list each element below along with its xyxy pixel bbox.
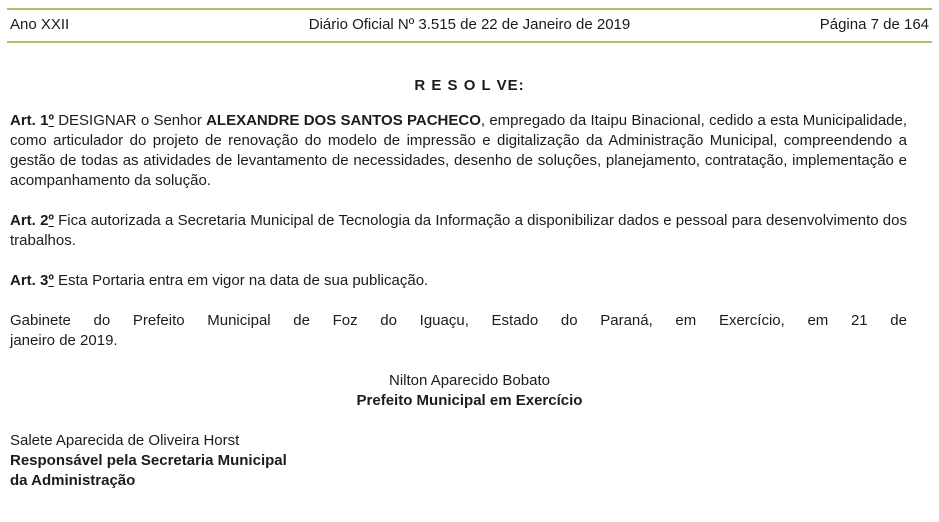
signature-mayor-name: Nilton Aparecido Bobato [389,372,550,389]
article-2-ordinal: º [48,212,54,229]
article-2-paragraph [10,211,907,251]
header-title: Diário Oficial Nº 3.515 de 22 de Janeiro de 2019 [308,16,631,33]
document-body [0,77,939,491]
closing-line-1: Gabinete do Prefeito Municipal de Foz do Iguaçu, Estado do Paraná, em Exercício, em 21 de [10,312,907,329]
article-1-lead-text: DESIGNAR o Senhor [53,112,207,129]
article-1-person-name: ALEXANDRE DOS SANTOS PACHECO [206,112,481,129]
signature-secretary-name: Salete Aparecida de Oliveira Horst [10,432,240,449]
header-page-indicator: Página 7 de 164 [819,16,929,33]
signature-secretary-block [10,431,929,491]
article-1-label: Art. 1 [10,112,49,129]
article-3-body-text: Esta Portaria entra em vigor na data de sua publicação. [53,272,429,289]
signature-secretary-title-line-1: Responsável pela Secretaria Municipal [10,452,287,469]
article-3-label: Art. 3 [10,272,49,289]
article-1-paragraph [10,111,907,191]
signature-secretary-title-line-2: da Administração [10,472,136,489]
article-1-body-text: , empregado da Itaipu Binacional, cedido a esta Municipalidade, como articulador do projeto de renovação do modelo de impressão e digitalização da Administração Municipal, compreendendo a gestão de todas as atividades de levantamento de necessidades, desenho de soluções, planejamento, contratação, implementação e acompanhamento da solução. [10,112,908,189]
gazette-header [7,8,932,43]
article-1-ordinal: º [48,112,54,129]
article-2-body-text: Fica autorizada a Secretaria Municipal de Tecnologia da Informação a disponibilizar dados e pessoal para desenvolvimento dos trabalhos. [10,212,907,249]
header-year: Ano XXII [10,16,70,33]
signature-mayor-block [10,371,929,411]
article-2-label: Art. 2 [10,212,49,229]
article-3-ordinal: º [48,272,54,289]
closing-paragraph [10,311,907,351]
resolve-heading: R E S O L VE: [414,77,525,94]
article-3-paragraph [10,271,907,291]
signature-mayor-title: Prefeito Municipal em Exercício [356,392,583,409]
closing-line-2: janeiro de 2019. [10,332,118,349]
